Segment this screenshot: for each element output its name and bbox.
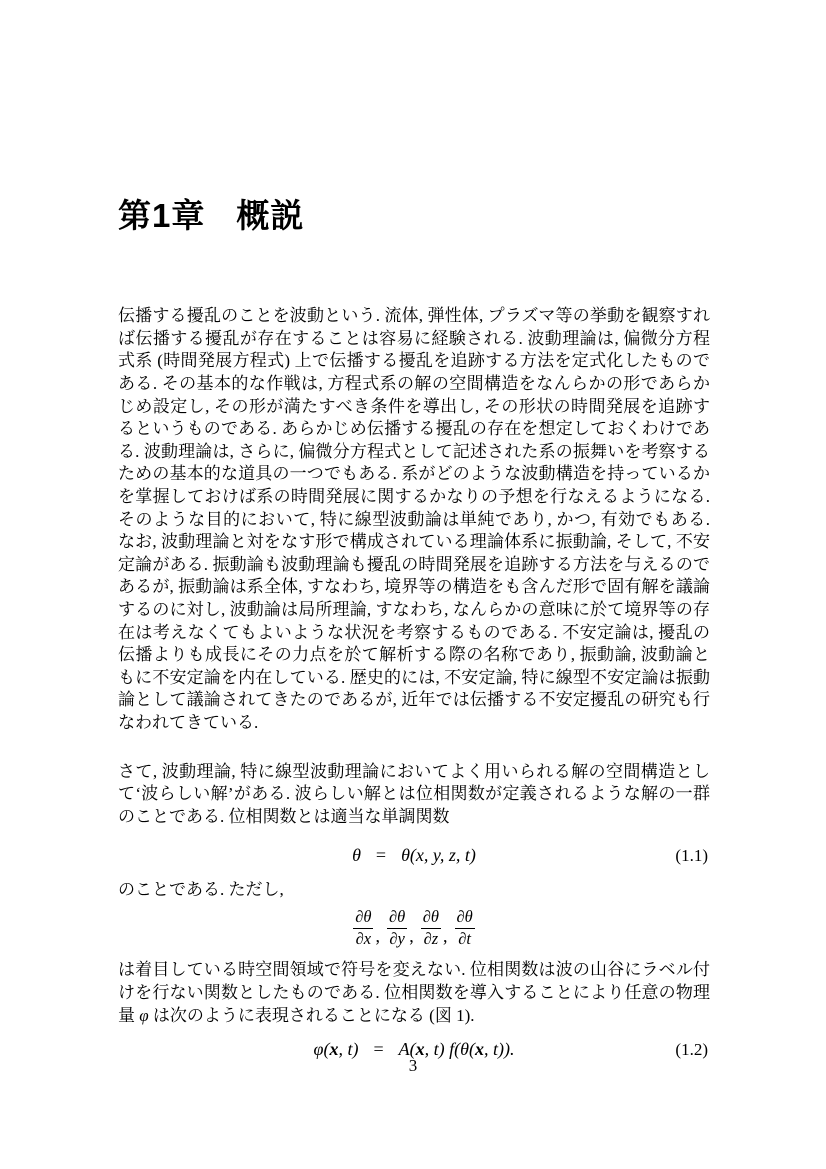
chapter-number: 第1章 (118, 197, 206, 234)
partial-derivatives-display (118, 908, 710, 949)
equation-number-1-2: (1.2) (675, 1039, 708, 1059)
rhs-middle: , t) f(θ( (424, 1039, 475, 1060)
paragraph-however: のことである. ただし, (118, 879, 284, 899)
phase-function-text-before: は着目している時空間領域で符号を変えない. 位相関数は波の山谷にラベル付けを行ない関数としたものである. 位相関数を導入することにより任意の物理量 (118, 960, 710, 1025)
phi-lhs-head: φ( (313, 1039, 330, 1060)
fraction-dtheta-dz: $\frac{\partial\theta}{\partial z}$ (422, 906, 440, 948)
amplitude-head: A( (398, 1039, 416, 1060)
comma-separator: , (443, 926, 448, 947)
fraction-dtheta-dy: $\frac{\partial\theta}{\partial y}$ (388, 906, 406, 948)
phase-function-text-after: は次のように表現されることになる (図 1). (148, 1005, 475, 1025)
page-number: 3 (408, 1056, 418, 1075)
chapter-heading (118, 0, 710, 234)
chapter-title: 概説 (236, 197, 305, 234)
comma-separator: , (409, 926, 414, 947)
equals-sign: = (375, 845, 387, 866)
paragraph-intro: 伝播する擾乱のことを波動という. 流体, 弾性体, プラズマ等の挙動を観察すれば伝播する擾乱が存在することは容易に経験される. 波動理論は, 偏微分方程式系 (時間発展方程式) 上で伝播する擾乱を追跡する方法を定式化したものである. その基本的な作戦は, 方程式系の解の空間構造をなんらかの形であらかじめ設定し, その形が満たすべき条件を導出し, その形状の時間発展を追跡するというものである. あらかじめ伝播する擾乱の存在を想定しておくわけである. 波動理論は, さらに, 偏微分方程式として記述された系の振舞いを考察するための基本的な道具の一つでもある. 系がどのような波動構造を持っているかを掌握しておけば系の時間発展に関するかなりの予想を行なえるようになる. そのような目的において, 特に線型波動論は単純であり, かつ, 有効でもある. なお, 波動理論と対をなす形で構成されている理論体系に振動論, そして, 不安定論がある. 振動論も波動理論も擾乱の時間発展を追跡する方法を与えるのであるが, 振動論は系全体, すなわち, 境界等の構造をも含んだ形で固有解を議論するのに対し, 波動論は局所理論, すなわち, なんらかの意味に於て境界等の存在は考えなくてもよいような状況を考察するものである. 不安定論は, 擾乱の伝播よりも成長にその力点を於て解析する際の名称であり, 振動論, 波動論ともに不安定論を内在している. 歴史的には, 不安定論, 特に線型不安定論は振動論として議論されてきたのであるが, 近年では伝播する不安定擾乱の研究も行なわれてきている. (118, 306, 710, 732)
vector-x-bold: x (329, 1039, 339, 1060)
paragraph-phase-function (118, 959, 710, 1027)
vector-x-bold: x (474, 1039, 484, 1060)
fraction-dtheta-dx: $\frac{\partial\theta}{\partial x}$ (355, 906, 372, 948)
equals-sign: = (373, 1039, 384, 1060)
paragraph-wavelike-solution: さて, 波動理論, 特に線型波動理論においてよく用いられる解の空間構造として‘波らしい解’がある. 波らしい解とは位相関数が定義されるような解の一群のことである. 位相関数とは適当な単調関数 (118, 761, 710, 826)
equation-1-1 (118, 845, 710, 867)
equation-number-1-1: (1.1) (675, 845, 708, 865)
vector-x-bold: x (415, 1039, 425, 1060)
phi-symbol: φ (139, 1005, 149, 1025)
fraction-dtheta-dt: $\frac{\partial\theta}{\partial t}$ (456, 906, 473, 948)
comma-separator: , (375, 926, 380, 947)
equation-1-1-body (352, 845, 476, 867)
theta-lhs: θ (352, 845, 361, 866)
rhs-tail: , t)). (483, 1039, 515, 1060)
phi-lhs-tail: , t) (338, 1039, 359, 1060)
theta-rhs: θ(x, y, z, t) (401, 845, 476, 866)
